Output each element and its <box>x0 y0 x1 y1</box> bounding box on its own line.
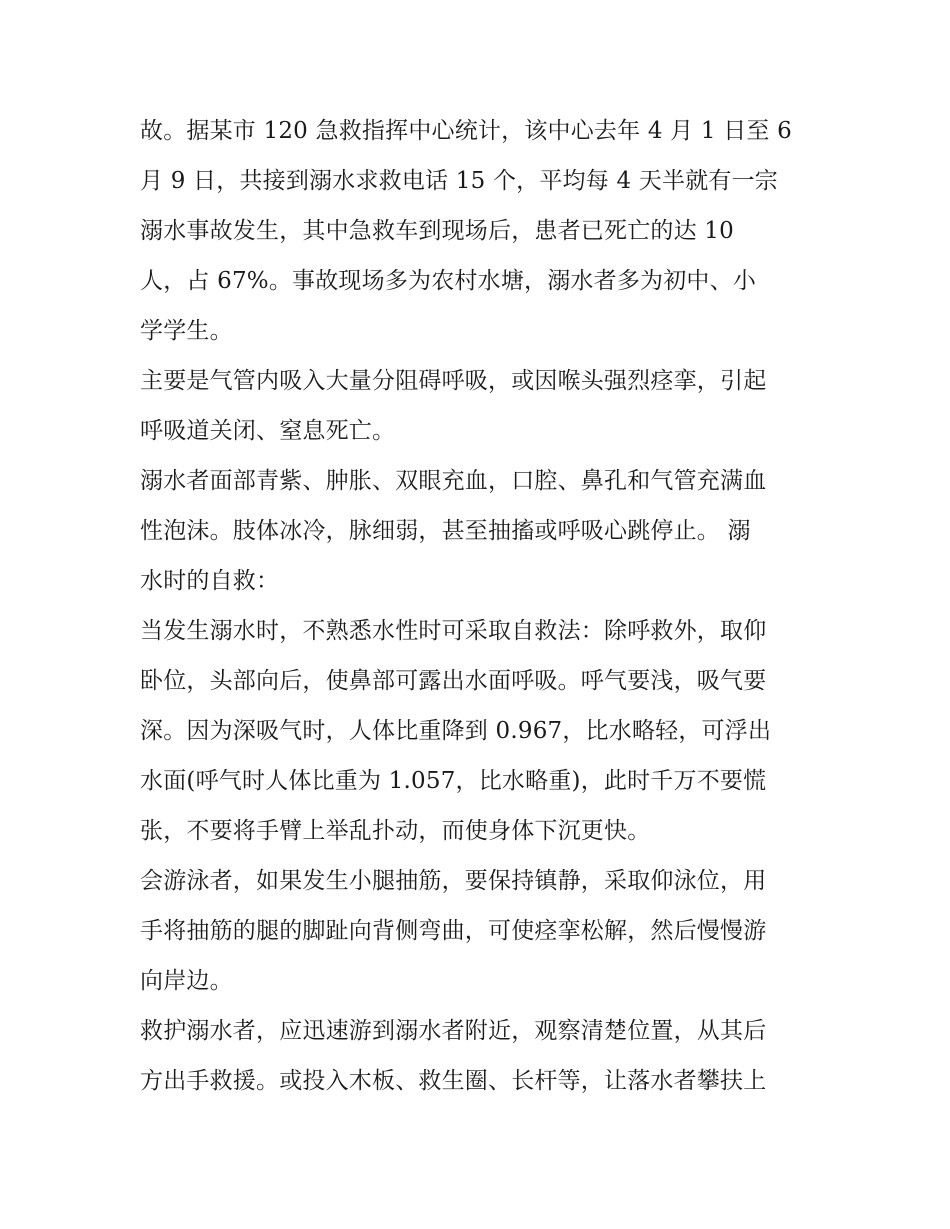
text-line: 方出手救援。或投入木板、救生圈、长杆等，让落水者攀扶上 <box>140 1068 767 1094</box>
text-line: 当发生溺水时，不熟悉水性时可采取自救法：除呼救外，取仰 <box>140 618 767 644</box>
text-line: 水时的自救： <box>140 568 280 594</box>
text-line: 故。据某市 120 急救指挥中心统计，该中心去年 4 月 1 日至 6 <box>140 118 792 144</box>
document-body <box>140 106 820 1106</box>
text-line: 水面(呼气时人体比重为 1.057，比水略重)，此时千万不要慌 <box>140 768 767 794</box>
text-line: 卧位，头部向后，使鼻部可露出水面呼吸。呼气要浅，吸气要 <box>140 668 767 694</box>
text-line: 张，不要将手臂上举乱扑动，而使身体下沉更快。 <box>140 818 651 844</box>
text-line: 深。因为深吸气时，人体比重降到 0.967，比水略轻，可浮出 <box>140 718 772 744</box>
text-line: 救护溺水者，应迅速游到溺水者附近，观察清楚位置，从其后 <box>140 1018 767 1044</box>
text-line: 呼吸道关闭、窒息死亡。 <box>140 418 396 444</box>
text-line: 溺水事故发生，其中急救车到现场后，患者已死亡的达 10 <box>140 218 734 244</box>
text-line: 向岸边。 <box>140 968 233 994</box>
text-line: 手将抽筋的腿的脚趾向背侧弯曲，可使痉挛松解，然后慢慢游 <box>140 918 767 944</box>
text-line: 性泡沫。肢体冰冷，脉细弱，甚至抽搐或呼吸心跳停止。 溺 <box>140 518 751 544</box>
text-line: 月 9 日，共接到溺水求救电话 15 个，平均每 4 天半就有一宗 <box>140 168 778 194</box>
text-line: 溺水者面部青紫、肿胀、双眼充血，口腔、鼻孔和气管充满血 <box>140 468 767 494</box>
text-line: 学学生。 <box>140 318 233 344</box>
text-line: 会游泳者，如果发生小腿抽筋，要保持镇静，采取仰泳位，用 <box>140 868 767 894</box>
text-line: 人，占 67%。事故现场多为农村水塘，溺水者多为初中、小 <box>140 268 757 294</box>
text-line: 主要是气管内吸入大量分阻碍呼吸，或因喉头强烈痉挛，引起 <box>140 368 767 394</box>
